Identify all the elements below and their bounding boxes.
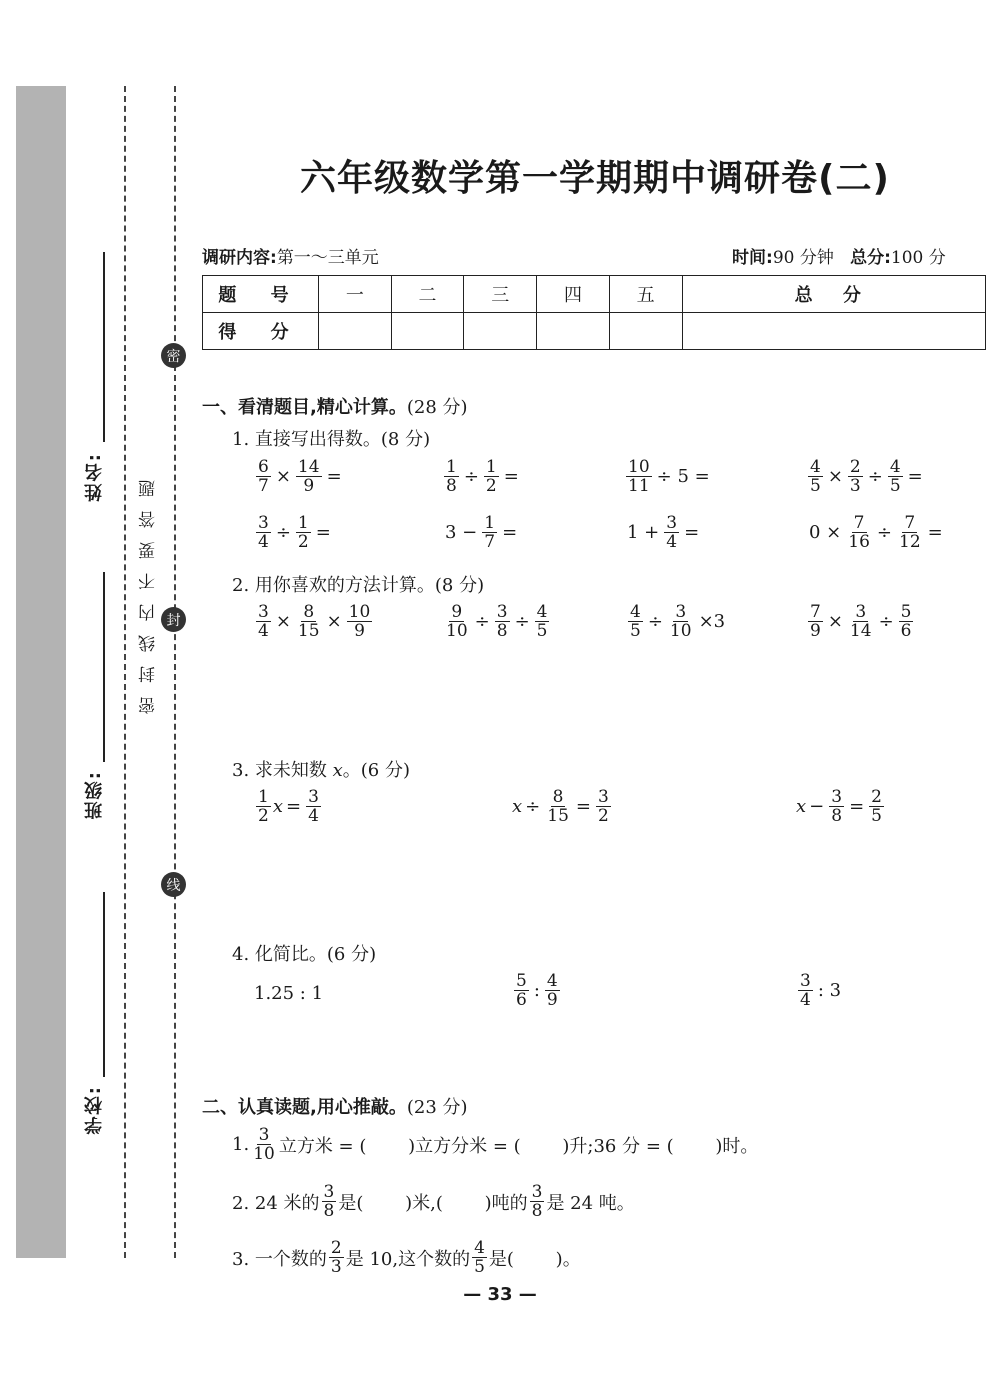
content-info xyxy=(202,243,379,268)
question-1-heading: 1. 直接写出得数。(8 分) xyxy=(232,429,431,450)
problem-3-2: x ÷ $\frac{8}{15}$ = $\frac{3}{2}$ xyxy=(512,787,609,827)
fraction: 4 5 xyxy=(474,1238,485,1278)
problem-1-8: 0 × $\frac{7}{16}$ ÷ $\frac{7}{12}$ = xyxy=(809,513,943,553)
section-2-heading: 二、认真读题,用心推敲。 xyxy=(202,1097,407,1118)
fraction: $\frac{8}{15}$ xyxy=(547,787,569,827)
fraction: 2 3 xyxy=(330,1238,342,1278)
score-table-header: 四 xyxy=(537,276,610,313)
fraction: $\frac{3}{4}$ xyxy=(666,513,678,553)
section-2-points: (23 分) xyxy=(406,1097,468,1118)
problem-1-3: $\frac{10}{11}$ ÷ 5 = xyxy=(628,457,710,497)
problem-4-1: 1.25 : 1 xyxy=(254,983,324,1004)
section-1-heading: 一、看清题目,精心计算。 xyxy=(202,397,407,418)
problem-2-3: $\frac{4}{5}$ ÷ $\frac{3}{10}$ ×3 xyxy=(630,602,726,642)
fraction: 1 2 xyxy=(258,787,269,827)
fraction: 4 9 xyxy=(546,971,558,1011)
score-table-header: 五 xyxy=(609,276,682,313)
fraction: $\frac{2}{3}$ xyxy=(849,457,861,497)
page-title: 六年级数学第一学期期中调研卷(二) xyxy=(300,158,890,199)
fraction: 3 8 xyxy=(323,1182,335,1222)
problem-3-1: 1 2 x = $\frac{3}{4}$ xyxy=(258,787,319,827)
name-label: 姓名: xyxy=(84,452,105,502)
fraction: $\frac{3}{4}$ xyxy=(258,602,269,642)
seal-note: 密封线内不要答题 xyxy=(139,466,159,714)
part2-question-2: 2. 24 米的 3 8 是( )米,( )吨的 3 8 是 24 吨。 xyxy=(232,1182,635,1222)
fraction: $\frac{7}{16}$ xyxy=(848,513,870,553)
time-label: 时间: xyxy=(732,248,773,268)
fraction: $\frac{3}{14}$ xyxy=(849,602,872,642)
school-field-line[interactable] xyxy=(103,892,105,1077)
fraction: $\frac{4}{5}$ xyxy=(810,457,821,497)
problem-3-3: x − $\frac{3}{8}$ = $\frac{2}{5}$ xyxy=(796,787,882,827)
fraction: $\frac{8}{15}$ xyxy=(297,602,320,642)
fraction: $\frac{3}{4}$ xyxy=(308,787,319,827)
score-cell[interactable] xyxy=(391,313,464,350)
fraction: $\frac{4}{5}$ xyxy=(630,602,641,642)
cut-line-inner xyxy=(124,86,126,1258)
score-table xyxy=(202,275,986,350)
fraction: $\frac{10}{11}$ xyxy=(628,457,650,497)
binding-strip xyxy=(16,86,66,1258)
fraction: $\frac{4}{5}$ xyxy=(536,602,548,642)
score-table-header: 三 xyxy=(464,276,537,313)
fraction: $\frac{9}{10}$ xyxy=(446,602,468,642)
score-cell[interactable] xyxy=(537,313,610,350)
part2-question-1: 1. 3 10 立方米 = ( )立方分米 = ( )升;36 分 = ( )时。 xyxy=(232,1125,759,1165)
seal-mark-feng: 封 xyxy=(161,607,186,632)
score-cell[interactable] xyxy=(464,313,537,350)
section-1-points: (28 分) xyxy=(406,397,468,418)
problem-2-1: $\frac{3}{4}$ × $\frac{8}{15}$ × $\frac{10}{9}$ xyxy=(258,602,371,642)
score-table-header: 一 xyxy=(319,276,392,313)
page-number: — 33 — xyxy=(463,1284,537,1305)
score-table-header-row xyxy=(203,276,986,313)
fraction: $\frac{3}{8}$ xyxy=(831,787,843,827)
score-table-header: 总 分 xyxy=(682,276,985,313)
question-2-heading: 2. 用你喜欢的方法计算。(8 分) xyxy=(232,575,485,596)
fraction: $\frac{7}{12}$ xyxy=(899,513,921,553)
class-field-line[interactable] xyxy=(103,572,105,762)
problem-1-2: $\frac{1}{8}$ ÷ $\frac{1}{2}$ = xyxy=(446,457,519,497)
fraction: $\frac{1}{2}$ xyxy=(485,457,497,497)
total-label: 总分: xyxy=(850,248,891,268)
fraction: 3 10 xyxy=(253,1125,275,1165)
score-table-header: 二 xyxy=(391,276,464,313)
fraction: 3 8 xyxy=(531,1182,543,1222)
content-label: 调研内容: xyxy=(202,248,277,268)
problem-1-7: 1 + $\frac{3}{4}$ = xyxy=(627,513,700,553)
fraction: $\frac{1}{2}$ xyxy=(297,513,309,553)
score-row-label: 得 分 xyxy=(203,313,319,350)
score-cell[interactable] xyxy=(609,313,682,350)
question-3-heading: 3. 求未知数 x。(6 分) xyxy=(232,760,410,781)
fraction: $\frac{6}{7}$ xyxy=(258,457,269,497)
fraction: $\frac{3}{2}$ xyxy=(597,787,609,827)
score-table-header: 题 号 xyxy=(203,276,319,313)
part2-question-3: 3. 一个数的 2 3 是 10,这个数的 4 5 是( )。 xyxy=(232,1238,581,1278)
score-cell[interactable] xyxy=(319,313,392,350)
time-total-info xyxy=(732,243,946,268)
school-label: 学校: xyxy=(84,1085,105,1135)
section-2-title xyxy=(202,1093,468,1119)
name-field-line[interactable] xyxy=(103,252,105,442)
content-value: 第一～三单元 xyxy=(276,248,379,268)
problem-4-2: 5 6 : 4 9 xyxy=(516,971,558,1011)
fraction: $\frac{3}{4}$ xyxy=(258,513,269,553)
fraction: 3 4 xyxy=(800,971,811,1011)
fraction: $\frac{1}{8}$ xyxy=(446,457,457,497)
fraction: $\frac{1}{7}$ xyxy=(484,513,496,553)
problem-2-2: $\frac{9}{10}$ ÷ $\frac{3}{8}$ ÷ $\frac{4}{5}$ xyxy=(446,602,548,642)
class-label: 班级: xyxy=(84,770,105,820)
problem-1-4: $\frac{4}{5}$ × $\frac{2}{3}$ ÷ $\frac{4}{5}$ = xyxy=(810,457,923,497)
problem-1-6: 3 − $\frac{1}{7}$ = xyxy=(445,513,518,553)
section-1-title xyxy=(202,393,468,419)
seal-mark-xian: 线 xyxy=(161,872,186,897)
score-cell[interactable] xyxy=(682,313,985,350)
fraction: $\frac{5}{6}$ xyxy=(900,602,912,642)
total-value: 100 分 xyxy=(890,248,946,268)
time-value: 90 分钟 xyxy=(772,248,834,268)
fraction: $\frac{3}{8}$ xyxy=(496,602,508,642)
fraction: $\frac{2}{5}$ xyxy=(871,787,882,827)
fraction: $\frac{3}{10}$ xyxy=(669,602,692,642)
problem-1-5: $\frac{3}{4}$ ÷ $\frac{1}{2}$ = xyxy=(258,513,331,553)
score-table-score-row xyxy=(203,313,986,350)
problem-1-1: $\frac{6}{7}$ × $\frac{14}{9}$ = xyxy=(258,457,342,497)
problem-4-3: 3 4 : 3 xyxy=(800,971,842,1011)
cut-line-outer xyxy=(174,86,176,1258)
fraction: $\frac{14}{9}$ xyxy=(297,457,320,497)
question-4-heading: 4. 化简比。(6 分) xyxy=(232,944,377,965)
fraction: $\frac{7}{9}$ xyxy=(810,602,821,642)
fraction: 5 6 xyxy=(516,971,527,1011)
seal-mark-mi: 密 xyxy=(161,343,186,368)
problem-2-4: $\frac{7}{9}$ × $\frac{3}{14}$ ÷ $\frac{5}{6}$ xyxy=(810,602,912,642)
fraction: $\frac{4}{5}$ xyxy=(889,457,901,497)
fraction: $\frac{10}{9}$ xyxy=(348,602,371,642)
